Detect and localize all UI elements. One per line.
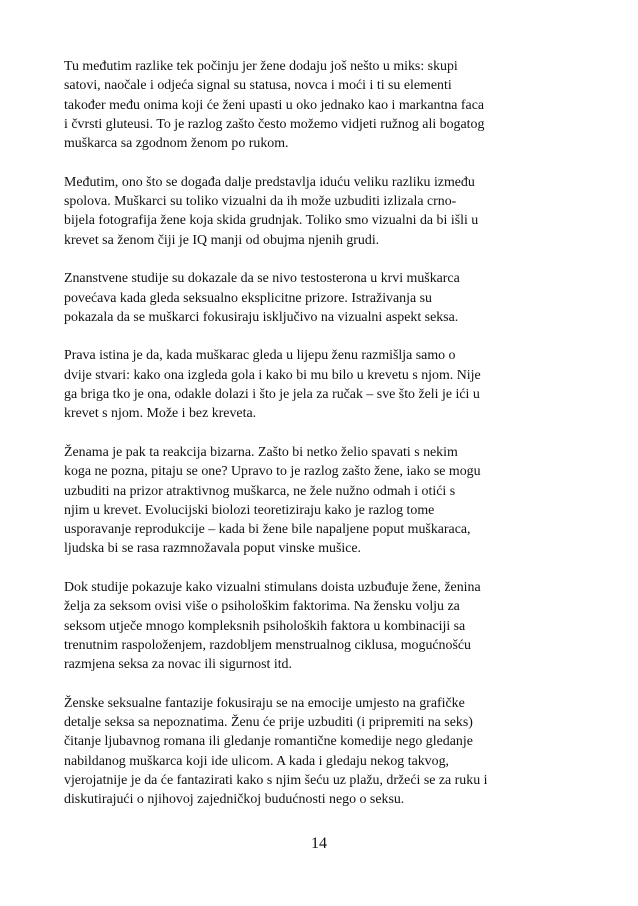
paragraph-4	[64, 346, 582, 423]
text-line: Tu međutim razlike tek počinju jer žene dodaju još nešto u miks: skupi	[64, 59, 458, 74]
text-line: čitanje ljubavnog romana ili gledanje romantične komedije nego gledanje	[64, 734, 473, 750]
text-line: razmjena seksa za novac ili sigurnost itd.	[64, 657, 292, 673]
text-line: i čvrsti gluteusi. To je razlog zašto često možemo vidjeti ružnog ali bogatog	[64, 116, 485, 132]
text-line: želja za seksom ovisi više o psihološkim faktorima. Na žensku volju za	[64, 599, 460, 615]
text-line: Ženama je pak ta reakcija bizarna. Zašto bi netko želio spavati s nekim	[64, 444, 458, 460]
text-line: Dok studije pokazuje kako vizualni stimulans doista uzbuđuje žene, ženina	[64, 580, 481, 596]
body-text	[64, 57, 582, 829]
paragraph-7	[64, 694, 582, 810]
paragraph-2	[64, 173, 582, 250]
text-line: dvije stvari: kako ona izgleda gola i kako bi mu bilo u krevetu s njom. Nije	[64, 367, 481, 383]
paragraph-6	[64, 578, 582, 674]
text-line: spolova. Muškarci su toliko vizualni da ih može uzbuditi izlizala crno-	[64, 194, 457, 210]
text-line: nabildanog muškarca koji ide ulicom. A kada i gledaju nekog takvog,	[64, 753, 449, 769]
paragraph-1	[64, 57, 582, 153]
text-line: povećava kada gleda seksualno eksplicitne prizore. Istraživanja su	[64, 290, 432, 306]
text-line: muškarca sa zgodnom ženom po rukom.	[64, 136, 289, 152]
text-line: krevet s njom. Može i bez kreveta.	[64, 406, 257, 422]
text-line: ga briga tko je ona, odakle dolazi i što je jela za ručak – sve što želi je ići u	[64, 387, 480, 403]
text-line: usporavanje reprodukcije – kada bi žene bile napaljene poput muškaraca,	[64, 522, 471, 538]
text-line: Znanstvene studije su dokazale da se nivo testosterona u krvi muškarca	[64, 271, 460, 287]
text-line: koga ne pozna, pitaju se one? Upravo to je razlog zašto žene, iako se mogu	[64, 464, 481, 480]
text-line: trenutnim raspoloženjem, razdobljem menstrualnog ciklusa, mogućnošću	[64, 637, 471, 653]
text-line: uzbuditi na prizor atraktivnog muškarca, ne žele nužno odmah i otići s	[64, 483, 456, 499]
paragraph-5	[64, 443, 582, 559]
page-number: 14	[311, 835, 327, 852]
text-line: Ženske seksualne fantazije fokusiraju se na emocije umjesto na grafičke	[64, 695, 465, 711]
text-line: detalje seksa sa nepoznatima. Ženu će prije uzbuditi (i pripremiti na seks)	[64, 715, 473, 731]
text-line: Međutim, ono što se događa dalje predstavlja iduću veliku razliku između	[64, 174, 475, 190]
paragraph-3	[64, 269, 582, 327]
text-line: bijela fotografija žene koja skida grudnjak. Toliko smo vizualni da bi išli u	[64, 213, 479, 229]
text-line: vjerojatnije je da će fantazirati kako s njim šeću uz plažu, držeći se za ruku i	[64, 772, 488, 788]
text-line: seksom utječe mnogo kompleksnih psiholoških faktora u kombinaciji sa	[64, 618, 466, 634]
text-line: također među onima koji će ženi upasti u oko jednako kao i markantna faca	[64, 97, 485, 113]
text-line: krevet sa ženom čiji je IQ manji od obujma njenih grudi.	[64, 232, 380, 248]
text-line: ljudska bi se rasa razmnožavala poput vinske mušice.	[64, 541, 362, 557]
text-line: satovi, naočale i odjeća signal su statusa, novca i moći i ti su elementi	[64, 78, 452, 94]
text-line: njim u krevet. Evolucijski biolozi teoretiziraju kako je razlog tome	[64, 502, 435, 518]
text-line: diskutirajući o njihovoj zajedničkoj budućnosti nego o seksu.	[64, 792, 405, 808]
text-line: Prava istina je da, kada muškarac gleda u lijepu ženu razmišlja samo o	[64, 348, 456, 364]
text-line: pokazala da se muškarci fokusiraju isključivo na vizualni aspekt seksa.	[64, 309, 459, 325]
